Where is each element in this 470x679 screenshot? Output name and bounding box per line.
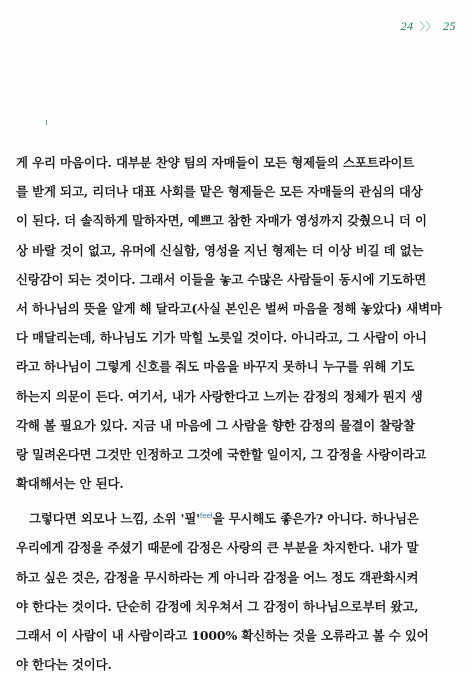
body-text	[16, 148, 458, 679]
print-speck	[46, 120, 47, 125]
right-page-number: 25	[443, 18, 456, 33]
text-line: 그래서 이 사람이 내 사람이라고 1000% 확신하는 것을 오류라고 볼 수 있어	[16, 628, 429, 643]
text-line: 상 바랄 것이 없고, 유머에 신실함, 영성을 지닌 형제는 더 이상 비길 데 없는	[16, 242, 424, 258]
feel-superscript: feel	[199, 512, 213, 521]
left-page-number: 24	[400, 18, 414, 33]
page-number-header	[401, 18, 457, 34]
text-line: 하고 싶은 것은, 감정을 무시하라는 게 아니라 감정을 어느 정도 객관화시켜	[16, 569, 419, 585]
text-line-first	[16, 504, 458, 533]
text-line: 신랑감이 되는 것이다. 그래서 이들을 놓고 수많은 사람들이 동시에 기도하면	[16, 271, 427, 287]
text-line: 게 우리 마음이다. 대부분 찬양 팀의 자매들이 모든 형제들의 스포트라이트	[16, 155, 415, 170]
text-line: 하는지 의문이 든다. 여기서, 내가 사랑한다고 느끼는 감정의 정체가 뭔지 생	[16, 388, 423, 404]
text-line: 를 받게 되고, 리더나 대표 사회를 맡은 형제들은 모든 자매들의 관심의 대상	[16, 184, 423, 200]
text-line: 랑 밀려온다면 그것만 인정하고 그것에 국한할 일이지, 그 감정을 사랑이라고	[16, 446, 427, 462]
text-line: 야 한다는 것이다.	[16, 657, 112, 673]
text-line: 서 하나님의 뜻을 알게 해 달라고(사실 본인은 벌써 마음을 정해 놓았다) 새벽마	[16, 300, 442, 316]
text-line: 확대해서는 안 된다.	[16, 476, 124, 492]
text-line: 이 된다. 더 솔직하게 말하자면, 예쁘고 참한 자매가 영성까지 갖췄으니 더 이	[16, 213, 427, 229]
text-after-feel: 을 무시해도 좋은가? 아니다. 하나님은	[212, 511, 419, 527]
text-line: 우리에게 감정을 주셨기 때문에 감정은 사랑의 큰 부분을 차지한다. 내가 말	[16, 540, 419, 556]
text-line: 각해 볼 필요가 있다. 지금 내 마음에 그 사람을 향한 감정의 물결이 찰랑찰	[16, 417, 415, 433]
paragraph-1	[16, 148, 458, 498]
double-chevron-icon: 〉〉	[419, 20, 437, 33]
text-line: 야 한다는 것이다. 단순히 감정에 치우쳐서 그 감정이 하나님으로부터 왔고,	[16, 598, 419, 614]
paragraph-2	[16, 504, 458, 679]
text-line: 다 매달리는데, 하나님도 기가 막힐 노릇일 것이다. 아니라고, 그 사람이 아니	[16, 330, 427, 346]
text-before-feel: 그렇다면 외모나 느낌, 소위 '필'	[29, 511, 200, 527]
text-line: 라고 하나님이 그렇게 신호를 줘도 마음을 바꾸지 못하니 누구를 위해 기도	[16, 359, 415, 375]
